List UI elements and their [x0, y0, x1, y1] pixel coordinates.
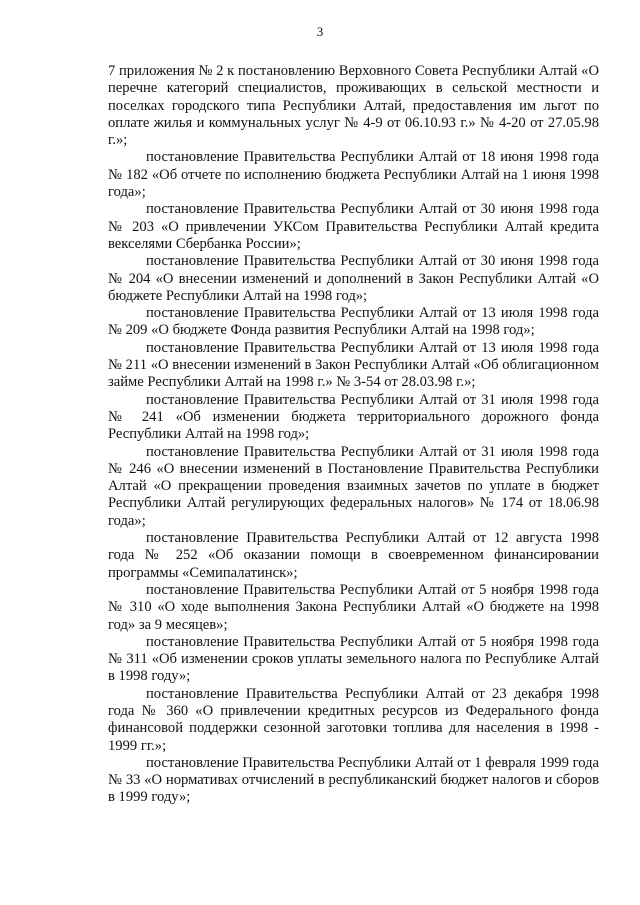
paragraph-resolution-209: постановление Правительства Республики Алтай от 13 июля 1998 года № 209 «О бюджете Фонда развития Республики Алтай на 1998 год»; [108, 305, 599, 339]
paragraph-resolution-241: постановление Правительства Республики Алтай от 31 июля 1998 года № 241 «Об изменении бюджета территориального дорожного фонда Республики Алтай на 1998 год»; [108, 391, 599, 443]
paragraph-resolution-252: постановление Правительства Республики Алтай от 12 августа 1998 года № 252 «Об оказании помощи в своевременном финансировании программы «Семипалатинск»; [108, 530, 599, 581]
paragraph-resolution-246: постановление Правительства Республики Алтай от 31 июля 1998 года № 246 «О внесении изменений в Постановление Правительства Республики Алтай «О прекращении проведения взаимных зачетов по уплате в бюджет Республики Алтай регулирующих федеральных налогов» № 174 от 18.06.98 года»; [108, 443, 599, 529]
paragraph-resolution-211: постановление Правительства Республики Алтай от 13 июля 1998 года № 211 «О внесении изменений в Закон Республики Алтай «Об облигационном займе Республики Алтай на 1998 г.» № 3-54 от 28.03.98 г.»; [108, 339, 599, 391]
paragraph-resolution-182: постановление Правительства Республики Алтай от 18 июня 1998 года № 182 «Об отчете по исполнению бюджета Республики Алтай на 1 июня 1998 года»; [108, 149, 599, 201]
page-number: 3 [316, 24, 324, 39]
paragraph-resolution-204: постановление Правительства Республики Алтай от 30 июня 1998 года № 204 «О внесении изменений и дополнений в Закон Республики Алтай «О бюджете Республики Алтай на 1998 год»; [108, 253, 599, 304]
paragraph-resolution-311: постановление Правительства Республики Алтай от 5 ноября 1998 года № 311 «Об изменении сроков уплаты земельного налога по Республике Алтай в 1998 году»; [108, 633, 599, 685]
paragraph-resolution-310: постановление Правительства Республики Алтай от 5 ноября 1998 года № 310 «О ходе выполнения Закона Республики Алтай «О бюджете на 1998 год» за 9 месяцев»; [108, 581, 599, 633]
paragraph-continuation: 7 приложения № 2 к постановлению Верховного Совета Республики Алтай «О перечне категорий специалистов, проживающих в сельской местности и поселках городского типа Республики Алтай, предоставления им льгот по оплате жилья и коммунальных услуг № 4-9 от 06.10.93 г.» № 4-20 от 27.05.98 г.»; [108, 63, 599, 149]
paragraph-resolution-203: постановление Правительства Республики Алтай от 30 июня 1998 года № 203 «О привлечении УКСом Правительства Республики Алтай кредита векселями Сбербанка России»; [108, 201, 599, 252]
paragraph-resolution-33: постановление Правительства Республики Алтай от 1 февраля 1999 года № 33 «О нормативах отчислений в республиканский бюджет налогов и сборов в 1999 году»; [108, 754, 599, 806]
document-body [108, 63, 599, 807]
paragraph-resolution-360: постановление Правительства Республики Алтай от 23 декабря 1998 года № 360 «О привлечении кредитных ресурсов из Федерального фонда финансовой поддержки сезонной заготовки топлива для населения в 1998 - 1999 гг.»; [108, 685, 599, 754]
